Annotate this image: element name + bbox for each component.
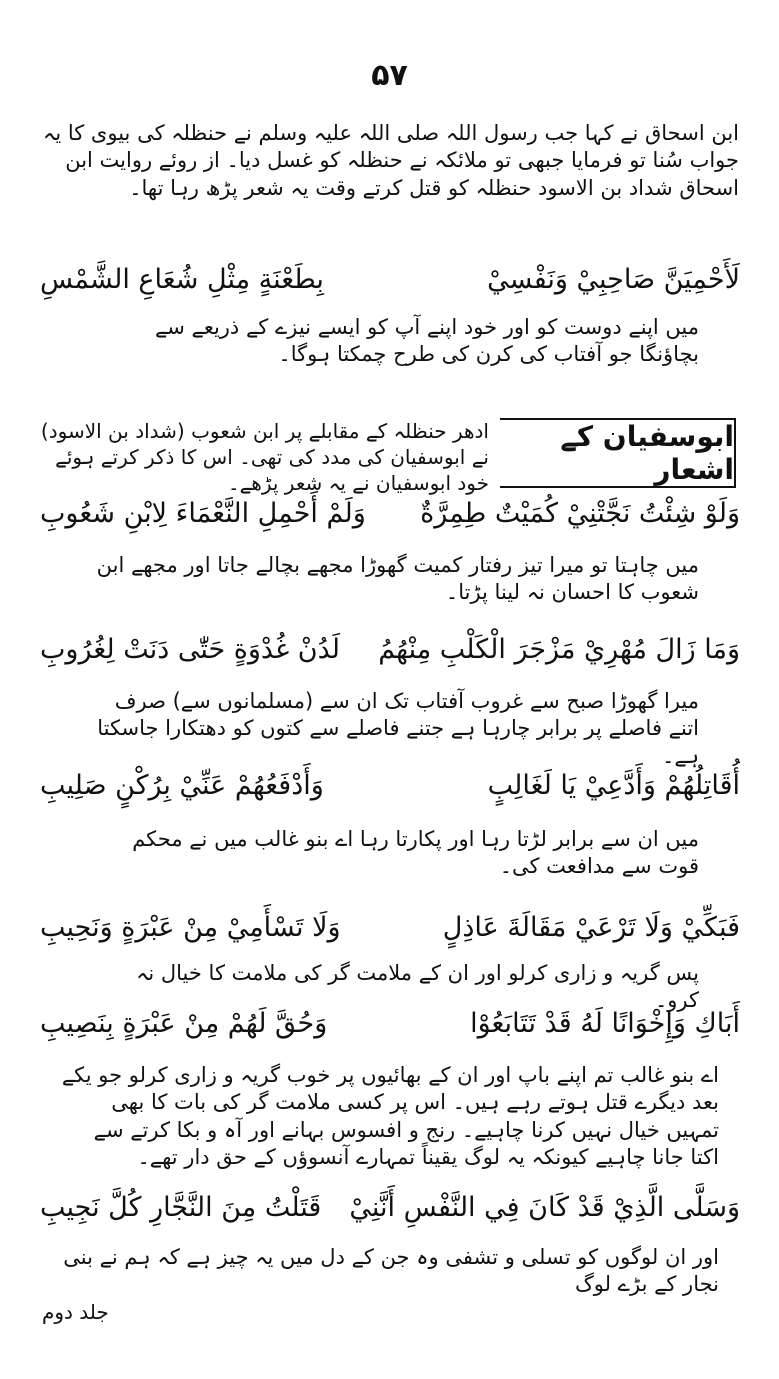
- volume-label: جلد دوم: [42, 1300, 109, 1324]
- section-heading-box: [500, 418, 736, 488]
- verse-5-first-hemistich: فَبَكِّيْ وَلَا تَرْعَيْ مَقَالَةَ عَاذِلٍ: [442, 912, 740, 943]
- verse-7: [40, 1192, 740, 1234]
- verse-1-translation: میں اپنے دوست کو اور خود اپنے آپ کو ایسے نیزے کے ذریعے سے بچاؤنگا جو آفتاب کی کرن کی طرح چمکتا ہوگا۔: [154, 315, 699, 367]
- verse-6-second-hemistich: وَحُقَّ لَهُمْ مِنْ عَبْرَةٍ بِنَصِيبِ: [40, 1008, 328, 1039]
- verse-4-second-hemistich: وَأَدْفَعُهُمْ عَنِّيْ بِرُكْنٍ صَلِيبِ: [40, 770, 324, 801]
- verse-5: [40, 912, 740, 954]
- verse-7-first-hemistich: وَسَلَّى الَّذِيْ قَدْ كَانَ فِي النَّفْسِ أَنَّنِيْ: [349, 1192, 740, 1223]
- verse-7-second-hemistich: قَتَلْتُ مِنَ النَّجَّارِ كُلَّ نَجِيبِ: [40, 1192, 322, 1223]
- section-heading: ابوسفیان کے اشعار: [560, 420, 734, 486]
- page-number: ۵۷: [371, 58, 408, 93]
- verse-3: [40, 634, 740, 676]
- verse-4: [40, 770, 740, 812]
- verse-6-first-hemistich: أَبَاكِ وَإِخْوَانًا لَهُ قَدْ تَتَابَعُوْا: [470, 1008, 740, 1039]
- verse-2-first-hemistich: وَلَوْ شِئْتُ نَجَّتْنِيْ كُمَيْتٌ طِمِرَّةٌ: [420, 498, 740, 529]
- verse-1-second-hemistich: بِطَعْنَةٍ مِثْلِ شُعَاعِ الشَّمْسِ: [40, 264, 324, 295]
- verse-2-second-hemistich: وَلَمْ أَحْمِلِ النَّعْمَاءَ لِابْنِ شَعُوبِ: [40, 498, 366, 529]
- verse-4-first-hemistich: أُقَاتِلُهُمْ وَأَدَّعِيْ يَا لَغَالِبٍ: [487, 770, 740, 801]
- intro-paragraph: ابن اسحاق نے کہا جب رسول اللہ صلی اللہ علیہ وسلم نے حنظلہ کی بیوی کا یہ جواب سُنا تو فرمایا جبھی تو ملائکہ نے حنظلہ کو غسل دیا۔ از روئے روایت ابن اسحاق شداد بن الاسود حنظلہ کو قتل کرتے وقت یہ شعر پڑھ رہا تھا۔: [43, 121, 739, 200]
- verse-6-translation: اے بنو غالب تم اپنے باپ اور ان کے بھائیوں پر خوب گریہ و زاری کرلو جو یکے بعد دیگرے قتل ہوتے رہے ہیں۔ اس پر کسی ملامت گر کی بات کا بھی تمہیں خیال نہیں کرنا چاہیے۔ رنج و افسوس بہانے اور آہ و بکا کرتے سے اکتا جانا چاہیے کیونکہ یہ لوگ یقیناً تمہارے آنسوؤں کے حق دار تھے۔: [61, 1063, 719, 1169]
- section-intro: ادھر حنظلہ کے مقابلے پر ابن شعوب (شداد بن الاسود) نے ابوسفیان کی مدد کی تھی۔ اس کا ذکر کرتے ہوئے خود ابوسفیان نے یہ شعر پڑھے۔: [40, 419, 489, 495]
- verse-1-first-hemistich: لَأَحْمِيَنَّ صَاحِبِيْ وَنَفْسِيْ: [487, 264, 740, 295]
- verse-1: [40, 264, 740, 306]
- verse-5-translation: پس گریہ و زاری کرلو اور ان کے ملامت گر کی ملامت کا خیال نہ کرو۔: [136, 961, 699, 1013]
- verse-2-translation: میں چاہتا تو میرا تیز رفتار کمیت گھوڑا مجھے بچالے جاتا اور مجھے ابن شعوب کا احسان نہ لینا پڑتا۔: [96, 553, 699, 605]
- verse-6: [40, 1008, 740, 1050]
- verse-3-second-hemistich: لَدُنْ غُدْوَةٍ حَتّٰى دَنَتْ لِغُرُوبِ: [40, 634, 341, 665]
- verse-3-translation: میرا گھوڑا صبح سے غروب آفتاب تک ان سے (مسلمانوں سے) صرف اتنے فاصلے پر برابر چارہا ہے جتنے فاصلے سے کتوں کو دھتکارا جاسکتا ہے۔: [97, 689, 699, 768]
- verse-4-translation: میں ان سے برابر لڑتا رہا اور پکارتا رہا اے بنو غالب میں نے محکم قوت سے مدافعت کی۔: [132, 827, 699, 879]
- verse-5-second-hemistich: وَلَا تَسْأَمِيْ مِنْ عَبْرَةٍ وَنَحِيبِ: [40, 912, 341, 943]
- verse-7-translation: اور ان لوگوں کو تسلی و تشفی وہ جن کے دل میں یہ چیز ہے کہ ہم نے بنی نجار کے بڑے لوگ: [63, 1245, 719, 1297]
- verse-2: [40, 498, 740, 540]
- verse-3-first-hemistich: وَمَا زَالَ مُهْرِيْ مَزْجَرَ الْكَلْبِ مِنْهُمُ: [378, 634, 740, 665]
